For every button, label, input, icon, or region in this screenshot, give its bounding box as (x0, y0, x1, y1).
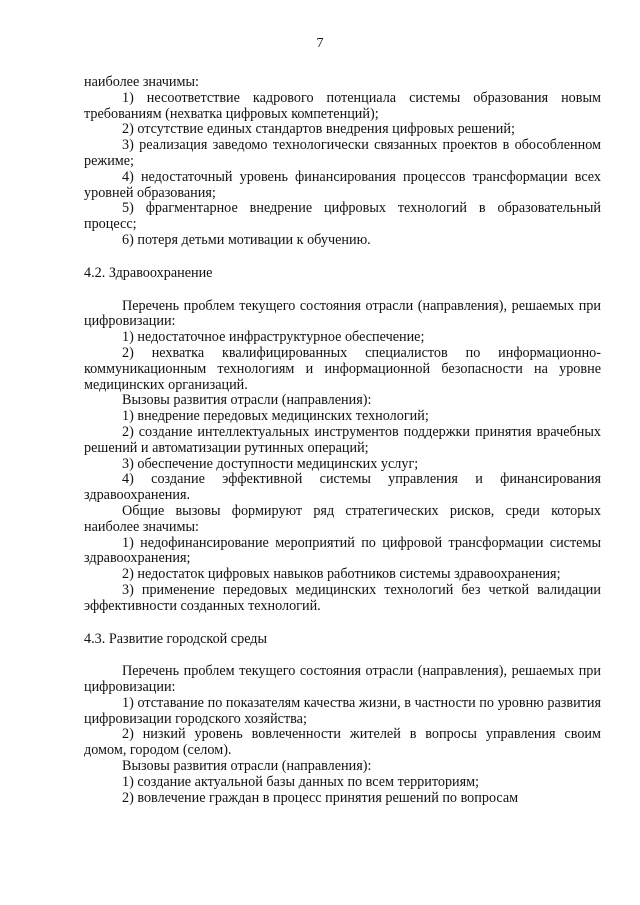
document-body (84, 75, 601, 806)
paragraph: Перечень проблем текущего состояния отрасли (направления), решаемых при цифровизации: (84, 297, 601, 330)
paragraph: Вызовы развития отрасли (направления): (122, 758, 372, 775)
list-item: 3) реализация заведомо технологически связанных проектов в обособленном режиме; (84, 137, 601, 169)
list-item: 4) недостаточный уровень финансирования процессов трансформации всех уровней образования; (84, 168, 601, 201)
list-item: 1) внедрение передовых медицинских технологий; (122, 408, 429, 425)
paragraph: Перечень проблем текущего состояния отрасли (направления), решаемых при цифровизации: (84, 663, 601, 696)
list-item: 1) недофинансирование мероприятий по цифровой трансформации системы здравоохранения; (84, 534, 601, 567)
section-heading-urban-environment: 4.3. Развитие городской среды (84, 630, 268, 647)
list-item: 3) применение передовых медицинских технологий без четкой валидации эффективности созданных технологий. (84, 581, 601, 614)
list-item: 6) потеря детьми мотивации к обучению. (122, 231, 371, 248)
list-item: 1) несоответствие кадрового потенциала системы образования новым требованиям (нехватка цифровых компетенций); (84, 89, 601, 122)
list-item: 3) обеспечение доступности медицинских услуг; (122, 455, 419, 472)
list-item: 4) создание эффективной системы управления и финансирования здравоохранения. (84, 471, 601, 504)
list-item: 2) создание интеллектуальных инструментов поддержки принятия врачебных решений и автоматизации рутинных операций; (84, 423, 601, 456)
paragraph: Общие вызовы формируют ряд стратегических рисков, среди которых наиболее значимы: (84, 502, 601, 535)
list-item: 2) низкий уровень вовлеченности жителей в вопросы управления своим домом, городом (селом). (84, 726, 601, 759)
list-item: 2) недостаток цифровых навыков работников системы здравоохранения; (122, 566, 561, 583)
list-item: 2) отсутствие единых стандартов внедрения цифровых решений; (122, 121, 515, 138)
page-number: 7 (316, 36, 324, 51)
list-item: 5) фрагментарное внедрение цифровых технологий в образовательный процесс; (84, 200, 601, 233)
list-item: 2) нехватка квалифицированных специалистов по информационно-коммуникационным технологиям и информационной безопасности на уровне медицинских организаций. (84, 344, 601, 393)
paragraph: наиболее значимы: (84, 74, 199, 90)
list-item: 1) недостаточное инфраструктурное обеспечение; (122, 329, 425, 346)
list-item: 1) создание актуальной базы данных по всем территориям; (122, 773, 480, 790)
paragraph: Вызовы развития отрасли (направления): (122, 392, 372, 409)
list-item: 2) вовлечение граждан в процесс принятия решений по вопросам (122, 789, 519, 806)
section-heading-healthcare: 4.2. Здравоохранение (84, 264, 213, 281)
list-item: 1) отставание по показателям качества жизни, в частности по уровню развития цифровизации городского хозяйства; (84, 694, 601, 727)
